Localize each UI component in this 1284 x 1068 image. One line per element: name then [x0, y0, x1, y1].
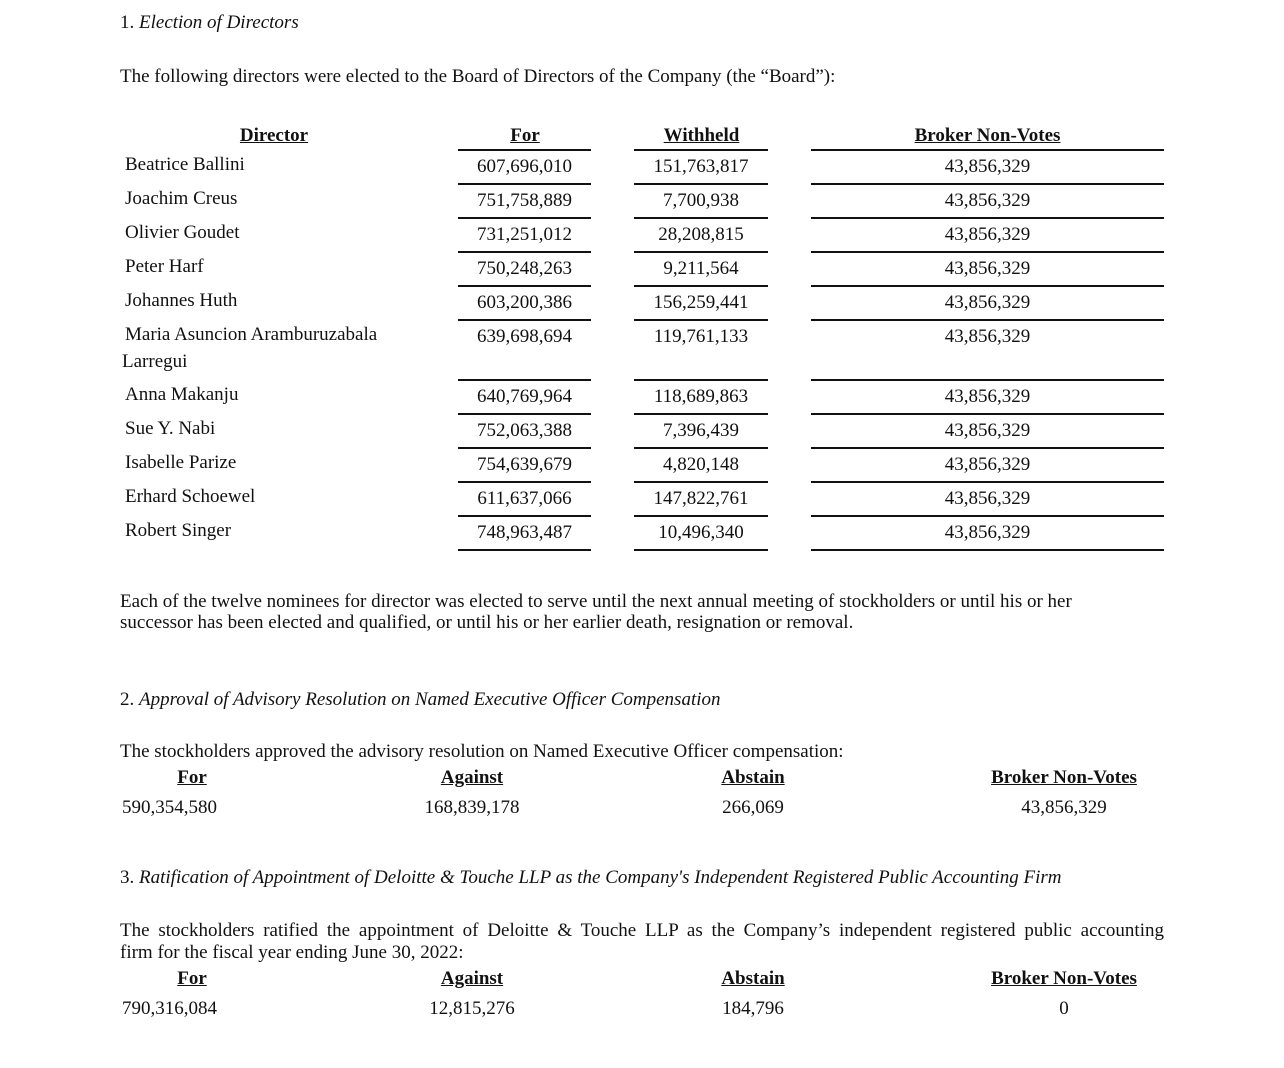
- director-name: Olivier Goudet: [125, 222, 240, 243]
- table-rule: [634, 515, 768, 517]
- director-for-value: 731,251,012: [477, 224, 572, 245]
- table-rule: [811, 481, 1164, 483]
- table-rule: [458, 379, 591, 381]
- table-rule: [458, 149, 591, 151]
- table-rule: [811, 379, 1164, 381]
- section3-value-abstain: 184,796: [722, 998, 784, 1019]
- section2-value-for: 590,354,580: [122, 797, 217, 818]
- director-for-value: 611,637,066: [477, 488, 572, 509]
- table-rule: [811, 549, 1164, 551]
- director-name: Johannes Huth: [125, 290, 238, 311]
- director-broker-value: 43,856,329: [944, 326, 1031, 347]
- section2-title: Approval of Advisory Resolution on Named Executive Officer Compensation: [139, 689, 721, 710]
- director-for-value: 640,769,964: [477, 386, 572, 407]
- director-name: Joachim Creus: [125, 188, 238, 209]
- section2-header-against: Against: [440, 767, 504, 788]
- director-name: Peter Harf: [125, 256, 204, 277]
- director-broker-value: 43,856,329: [944, 190, 1031, 211]
- table-rule: [634, 379, 768, 381]
- table-rule: [634, 549, 768, 551]
- director-for-value: 748,963,487: [477, 522, 572, 543]
- director-for-value: 751,758,889: [477, 190, 572, 211]
- section2-number: 2.: [120, 689, 135, 710]
- director-withheld-value: 7,700,938: [663, 190, 739, 211]
- section1-title: Election of Directors: [139, 12, 299, 33]
- table-rule: [634, 447, 768, 449]
- section2-header-abstain: Abstain: [721, 767, 785, 788]
- section3-value-against: 12,815,276: [429, 998, 515, 1019]
- director-withheld-value: 28,208,815: [658, 224, 744, 245]
- director-name: Robert Singer: [125, 520, 232, 541]
- director-name: Maria Asuncion Aramburuzabala: [125, 324, 378, 345]
- director-broker-value: 43,856,329: [944, 292, 1031, 313]
- section2-header-broker: Broker Non-Votes: [991, 767, 1137, 788]
- table-rule: [811, 217, 1164, 219]
- header-withheld: Withheld: [663, 125, 740, 146]
- director-withheld-value: 147,822,761: [653, 488, 749, 509]
- director-withheld-value: 119,761,133: [653, 326, 749, 347]
- table-rule: [458, 217, 591, 219]
- section3-header-for: For: [177, 968, 207, 989]
- table-rule: [811, 447, 1164, 449]
- table-rule: [458, 481, 591, 483]
- director-name: Beatrice Ballini: [125, 154, 245, 175]
- section3-header-abstain: Abstain: [721, 968, 785, 989]
- section3-heading: [120, 867, 1061, 889]
- section2-value-against: 168,839,178: [424, 797, 520, 818]
- section3-value-broker: 0: [1059, 998, 1069, 1019]
- director-broker-value: 43,856,329: [944, 156, 1031, 177]
- table-rule: [458, 413, 591, 415]
- section3-number: 3.: [120, 867, 135, 888]
- director-broker-value: 43,856,329: [944, 224, 1031, 245]
- header-broker-non-votes: Broker Non-Votes: [914, 125, 1061, 146]
- director-for-value: 639,698,694: [477, 326, 572, 347]
- director-broker-value: 43,856,329: [944, 258, 1031, 279]
- director-for-value: 754,639,679: [477, 454, 572, 475]
- table-rule: [811, 413, 1164, 415]
- header-director: Director: [239, 125, 309, 146]
- table-rule: [811, 319, 1164, 321]
- director-broker-value: 43,856,329: [944, 522, 1031, 543]
- table-rule: [634, 149, 768, 151]
- director-for-value: 607,696,010: [477, 156, 572, 177]
- section1-intro: The following directors were elected to the Board of Directors of the Company (the “Board”):: [120, 66, 836, 87]
- director-for-value: 603,200,386: [477, 292, 572, 313]
- table-rule: [634, 217, 768, 219]
- table-rule: [811, 515, 1164, 517]
- section1-closing-line1: Each of the twelve nominees for director was elected to serve until the next annual meeting of stockholders or until his or her: [120, 591, 1072, 612]
- section1-heading: [120, 12, 299, 34]
- section3-header-against: Against: [440, 968, 504, 989]
- section3-intro-line1: The stockholders ratified the appointment of Deloitte & Touche LLP as the Company’s independent registered public accounting: [120, 920, 1164, 941]
- table-rule: [458, 183, 591, 185]
- section3-title: Ratification of Appointment of Deloitte & Touche LLP as the Company's Independent Registered Public Accounting Firm: [139, 867, 1062, 888]
- section2-heading: [120, 689, 721, 711]
- table-rule: [811, 183, 1164, 185]
- table-rule: [811, 285, 1164, 287]
- table-rule: [458, 285, 591, 287]
- section2-intro: The stockholders approved the advisory resolution on Named Executive Officer compensation:: [120, 741, 844, 762]
- table-rule: [634, 183, 768, 185]
- director-for-value: 750,248,263: [477, 258, 572, 279]
- section1-number: 1.: [120, 12, 135, 33]
- director-withheld-value: 9,211,564: [663, 258, 739, 279]
- section3-value-for: 790,316,084: [122, 998, 217, 1019]
- table-rule: [634, 285, 768, 287]
- director-broker-value: 43,856,329: [944, 386, 1031, 407]
- table-rule: [458, 319, 591, 321]
- section3-intro-line2: firm for the fiscal year ending June 30, 2022:: [120, 942, 464, 963]
- table-rule: [458, 251, 591, 253]
- table-rule: [811, 149, 1164, 151]
- director-withheld-value: 156,259,441: [653, 292, 749, 313]
- table-rule: [458, 549, 591, 551]
- director-broker-value: 43,856,329: [944, 488, 1031, 509]
- section3-header-broker: Broker Non-Votes: [991, 968, 1137, 989]
- table-rule: [634, 319, 768, 321]
- director-broker-value: 43,856,329: [944, 454, 1031, 475]
- director-withheld-value: 151,763,817: [653, 156, 749, 177]
- director-name: Anna Makanju: [125, 384, 239, 405]
- table-rule: [634, 413, 768, 415]
- director-broker-value: 43,856,329: [944, 420, 1031, 441]
- director-name: Isabelle Parize: [125, 452, 237, 473]
- section1-closing-line2: successor has been elected and qualified, or until his or her earlier death, resignation or removal.: [120, 612, 854, 633]
- table-rule: [634, 251, 768, 253]
- director-withheld-value: 7,396,439: [663, 420, 739, 441]
- header-for: For: [510, 125, 540, 146]
- table-rule: [458, 515, 591, 517]
- director-name: Erhard Schoewel: [125, 486, 256, 507]
- director-name: Sue Y. Nabi: [125, 418, 216, 439]
- director-for-value: 752,063,388: [477, 420, 572, 441]
- table-rule: [634, 481, 768, 483]
- section2-value-abstain: 266,069: [722, 797, 784, 818]
- section2-value-broker: 43,856,329: [1021, 797, 1107, 818]
- section2-header-for: For: [177, 767, 207, 788]
- table-rule: [811, 251, 1164, 253]
- director-name-line2: Larregui: [122, 351, 188, 372]
- table-rule: [458, 447, 591, 449]
- director-withheld-value: 118,689,863: [653, 386, 749, 407]
- director-withheld-value: 4,820,148: [663, 454, 739, 475]
- director-withheld-value: 10,496,340: [658, 522, 744, 543]
